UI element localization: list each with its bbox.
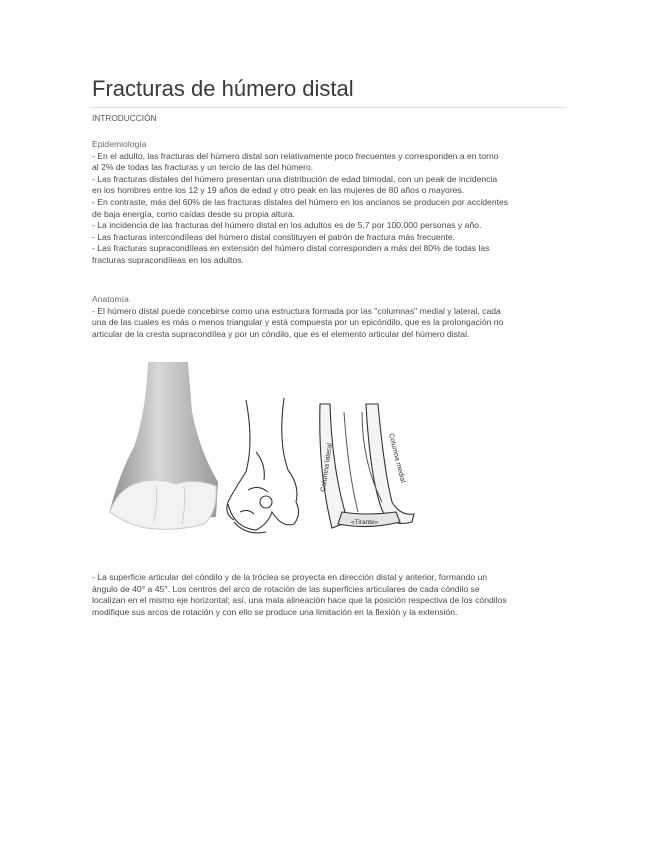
paragraph-line: localizan en el mismo eje horizontal; así, una mala alineación hace que la posición respectiva de los cóndilos [92,595,507,606]
paragraph-line: - La superficie articular del cóndilo y de la tróclea se proyecta en dirección distal y anterior, formando un [92,572,488,582]
label-tirante: «Tirante» [351,519,379,526]
paragraph-line: - El húmero distal puede concebirse como una estructura formada por las "columnas" medial y lateral, cada [92,305,501,316]
title-divider [90,107,566,108]
paragraph-line: al 2% de todas las fracturas y un tercio de las del húmero. [92,162,314,173]
paragraph-line: ángulo de 40° a 45°. Los centros del arco de rotación de las superficies articulares de cada cóndilo se [92,583,480,594]
bone-photo [110,362,218,529]
paragraph-line: - En el adulto, las fracturas del húmero distal son relativamente poco frecuentes y corresponden a en torno [92,150,499,161]
paragraph-line: - La incidencia de las fracturas del húmero distal en los adultos es de 5,7 por 100.000 personas y año. [92,220,482,231]
paragraph-line: modifique sus arcos de rotación y con ello se produce una limitación en la flexión y la extensión. [92,606,458,617]
page-title: Fracturas de húmero distal [92,76,354,101]
paragraph-line: articular de la cresta supracondílea y por un cóndilo, que es el elemento articular del húmero distal. [92,328,470,339]
superficie-block [92,572,570,618]
epidemiologia-heading: Epidemiología [92,139,147,149]
label-columna-medial: Columna medial [387,432,407,484]
paragraph-line: fracturas supracondíleas en los adultos. [92,254,244,265]
paragraph-line: una de las cuales es más o menos triangular y está compuesta por un epicóndilo, que es la prolongación no [92,317,504,328]
paragraph-line: de baja energía, como caídas desde su propia altura. [92,208,296,219]
paragraph-line: - Las fracturas distales del húmero presentan una distribución de edad bimodal, con un peak de incidencia [92,173,498,184]
paragraph-line: - En contraste, más del 60% de las fracturas distales del húmero en los ancianos se producen por accidentes [92,196,509,207]
epidemiologia-block [92,139,570,267]
section-heading: INTRODUCCIÓN [92,113,157,123]
bone-line-drawing [227,398,299,533]
paragraph-line: - Las fracturas intercondíleas del húmero distal constituyen el patrón de fractura más frecuente. [92,231,456,242]
label-columna-lateral: Columna lateral [320,442,334,493]
paragraph-line: - Las fracturas supracondíleas en extensión del húmero distal corresponden a más del 80% de todas las [92,243,490,254]
paragraph-line: en los hombres entre los 12 y 19 años de edad y otro peak en las mujeres de 80 años o mayores. [92,185,465,196]
anatomia-heading: Anatomía [92,294,129,304]
humerus-figure [96,352,436,552]
anatomia-block [92,294,570,340]
